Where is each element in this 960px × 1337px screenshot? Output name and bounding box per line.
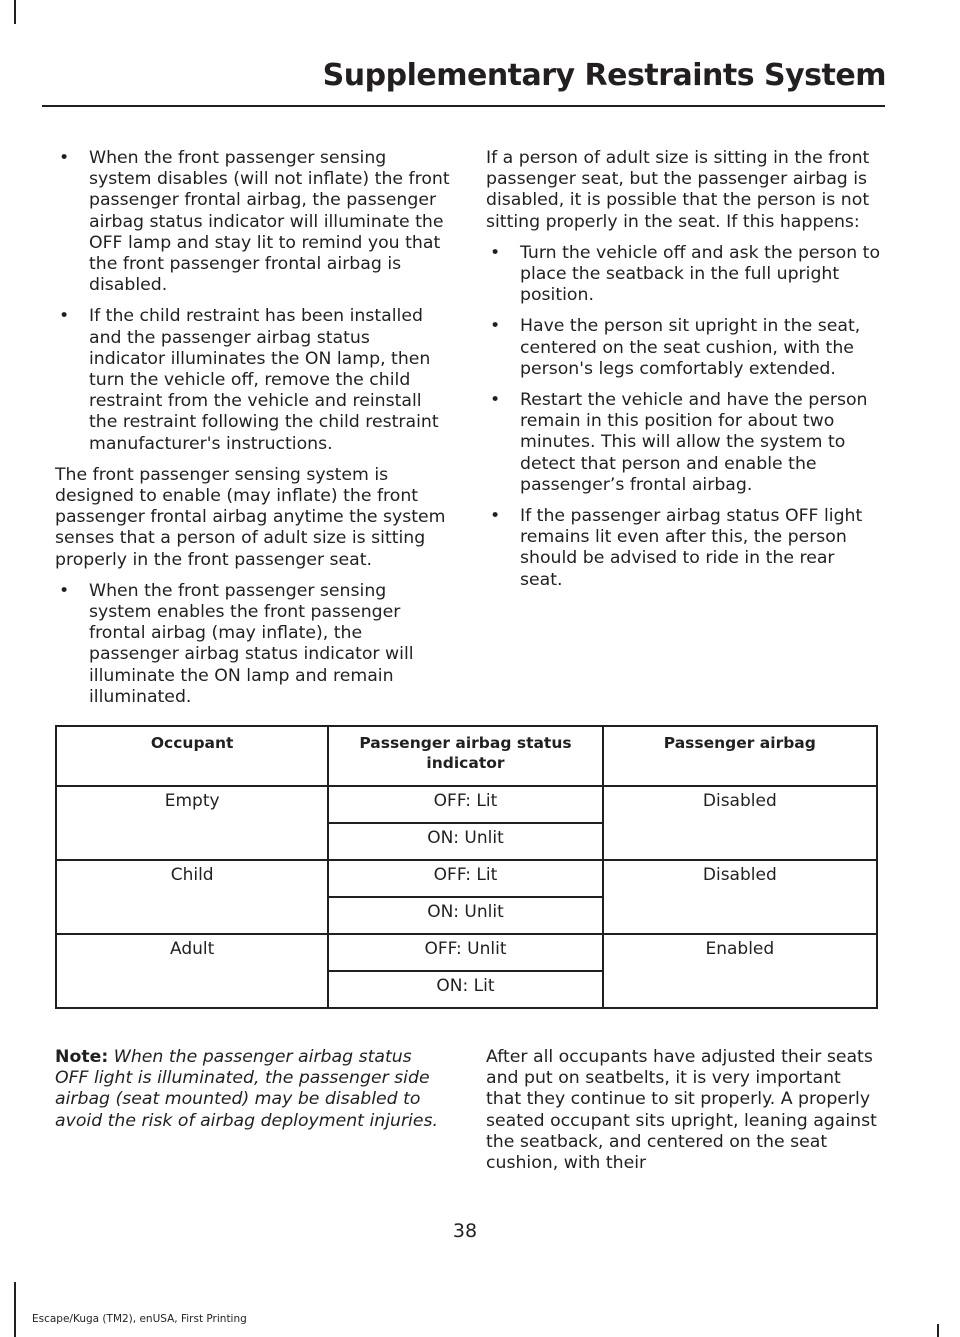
header-indicator: Passenger airbag status indicator (328, 726, 602, 786)
table-header-row (56, 726, 877, 786)
airbag-cell: Enabled (603, 934, 877, 1008)
table-row (56, 786, 877, 823)
bullet-list (486, 243, 881, 591)
indicator-cell: ON: Unlit (328, 823, 602, 860)
indicator-cell: ON: Lit (328, 971, 602, 1008)
body-paragraph: After all occupants have adjusted their seats and put on seatbelts, it is very important that they continue to sit properly. A properly seated occupant sits upright, leaning against the seatback, and centered on the seat cushion, with their (486, 1047, 877, 1174)
table-row (56, 860, 877, 897)
crop-mark-top-left (14, 0, 16, 24)
crop-mark-bottom-right (937, 1324, 939, 1337)
indicator-cell: ON: Unlit (328, 897, 602, 934)
note (55, 1047, 450, 1132)
list-item: • When the front passenger sensing system enables the front passenger frontal airbag (may inflate), the passenger airbag status indicator will illuminate the ON lamp and remain illuminated. (55, 581, 450, 708)
indicator-cell: OFF: Lit (328, 786, 602, 823)
left-column (55, 148, 450, 718)
occupant-cell: Empty (56, 786, 328, 860)
body-paragraph: The front passenger sensing system is designed to enable (may inflate) the front passenger frontal airbag anytime the system senses that a person of adult size is sitting properly in the front passenger seat. (55, 464, 446, 570)
airbag-cell: Disabled (603, 860, 877, 934)
list-item: • Restart the vehicle and have the person remain in this position for about two minutes. This will allow the system to detect that person and enable the passenger’s frontal airbag. (486, 390, 881, 496)
page-number: 38 (452, 1220, 478, 1242)
header-occupant: Occupant (56, 726, 328, 786)
list-item: • Have the person sit upright in the seat, centered on the seat cushion, with the person's legs comfortably extended. (486, 316, 881, 380)
table-row (56, 934, 877, 971)
bullet-list (55, 148, 450, 455)
body-paragraph: If a person of adult size is sitting in the front passenger seat, but the passenger airbag is disabled, it is possible that the person is not sitting properly in the seat. If this happens: (486, 148, 870, 232)
occupant-cell: Adult (56, 934, 328, 1008)
note-text: When the passenger airbag status OFF light is illuminated, the passenger side airbag (seat mounted) may be disabled to avoid the risk of airbag deployment injuries. (55, 1047, 438, 1131)
page-title: Supplementary Restraints System (322, 58, 886, 93)
footer-text: Escape/Kuga (TM2), enUSA, First Printing (32, 1313, 247, 1325)
crop-mark-bottom-left (14, 1282, 16, 1337)
airbag-status-table (55, 725, 878, 1009)
list-item: • If the passenger airbag status OFF light remains lit even after this, the person should be advised to ride in the rear seat. (486, 506, 881, 591)
header-rule (42, 105, 885, 107)
airbag-cell: Disabled (603, 786, 877, 860)
right-column (486, 148, 881, 601)
list-item: • Turn the vehicle off and ask the person to place the seatback in the full upright position. (486, 243, 881, 307)
indicator-cell: OFF: Unlit (328, 934, 602, 971)
header-airbag: Passenger airbag (603, 726, 877, 786)
bullet-list (55, 581, 450, 708)
occupant-cell: Child (56, 860, 328, 934)
list-item: • When the front passenger sensing system disables (will not inflate) the front passenger frontal airbag, the passenger airbag status indicator will illuminate the OFF lamp and stay lit to remind you that the front passenger frontal airbag is disabled. (55, 148, 450, 296)
indicator-cell: OFF: Lit (328, 860, 602, 897)
list-item: • If the child restraint has been installed and the passenger airbag status indicator illuminates the ON lamp, then turn the vehicle off, remove the child restraint from the vehicle and reinstall the restraint following the child restraint manufacturer's instructions. (55, 306, 450, 454)
note-label: Note: (55, 1047, 109, 1067)
